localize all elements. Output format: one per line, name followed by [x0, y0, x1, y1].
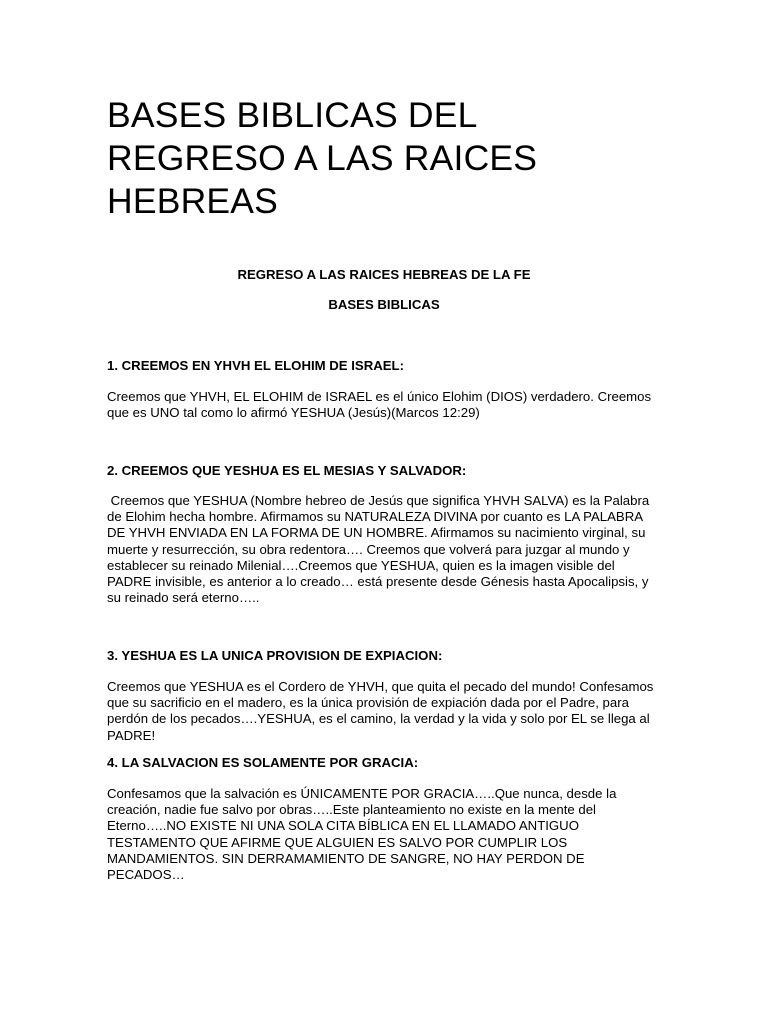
title-line: HEBREAS: [107, 181, 279, 221]
paragraph-line: Creemos que YHVH, EL ELOHIM de ISRAEL es el único Elohim (DIOS) verdadero. Creemos: [107, 389, 652, 404]
paragraph-line: Creemos que YESHUA (Nombre hebreo de Jesús que significa YHVH SALVA) es la Palabra: [107, 493, 650, 508]
section-paragraph-2: [107, 493, 657, 606]
paragraph-line: de Elohim hecha hombre. Afirmamos su NATURALEZA DIVINA por cuanto es LA PALABRA: [107, 509, 644, 525]
title-line: REGRESO A LAS RAICES: [107, 138, 538, 178]
document-section-label: BASES BIBLICAS: [328, 297, 440, 312]
paragraph-line: que su sacrificio en el madero, es la única provisión de expiación dada por el Padre, para: [107, 695, 629, 711]
document-title: [107, 94, 667, 223]
paragraph-line: Confesamos que la salvación es ÚNICAMENTE POR GRACIA…..Que nunca, desde la: [107, 786, 617, 801]
section-heading-3: 3. YESHUA ES LA UNICA PROVISION DE EXPIACION:: [107, 648, 443, 663]
document-subtitle: REGRESO A LAS RAICES HEBREAS DE LA FE: [237, 267, 531, 282]
section-paragraph-4: [107, 786, 657, 883]
section-paragraph-3: [107, 679, 657, 744]
title-line: BASES BIBLICAS DEL: [107, 95, 478, 135]
section-heading-4: 4. LA SALVACION ES SOLAMENTE POR GRACIA:: [107, 755, 419, 770]
paragraph-line: PECADOS…: [107, 867, 185, 883]
section-heading-2: 2. CREEMOS QUE YESHUA ES EL MESIAS Y SALVADOR:: [107, 463, 467, 478]
paragraph-line: muerte y resurrección, su obra redentora…. Creemos que volverá para juzgar al mundo y: [107, 541, 630, 557]
paragraph-line: creación, nadie fue salvo por obras…..Este planteamiento no existe en la mente del: [107, 802, 596, 818]
section-heading-1: 1. CREEMOS EN YHVH EL ELOHIM DE ISRAEL:: [107, 358, 405, 373]
paragraph-line: Eterno…..NO EXISTE NI UNA SOLA CITA BÍBLICA EN EL LLAMADO ANTIGUO: [107, 818, 579, 834]
paragraph-line: perdón de los pecados….YESHUA, es el camino, la verdad y la vida y solo por EL se llega al: [107, 711, 650, 727]
paragraph-line: establecer su reinado Milenial….Creemos que YESHUA, quien es la imagen visible del: [107, 557, 615, 573]
paragraph-line: PADRE!: [107, 727, 156, 743]
paragraph-line: DE YHVH ENVIADA EN LA FORMA DE UN HOMBRE. Afirmamos su nacimiento virginal, su: [107, 525, 646, 541]
paragraph-line: su reinado será eterno…..: [107, 590, 260, 606]
paragraph-line: TESTAMENTO QUE AFIRME QUE ALGUIEN ES SALVO POR CUMPLIR LOS: [107, 834, 568, 850]
paragraph-line: MANDAMIENTOS. SIN DERRAMAMIENTO DE SANGRE, NO HAY PERDON DE: [107, 850, 585, 866]
section-paragraph-1: [107, 389, 657, 421]
paragraph-line: PADRE invisible, es anterior a lo creado… está presente desde Génesis hasta Apocalipsis, y: [107, 574, 649, 590]
paragraph-line: Creemos que YESHUA es el Cordero de YHVH, que quita el pecado del mundo! Confesamos: [107, 679, 654, 694]
paragraph-line: que es UNO tal como lo afirmó YESHUA (Jesús)(Marcos 12:29): [107, 405, 480, 421]
